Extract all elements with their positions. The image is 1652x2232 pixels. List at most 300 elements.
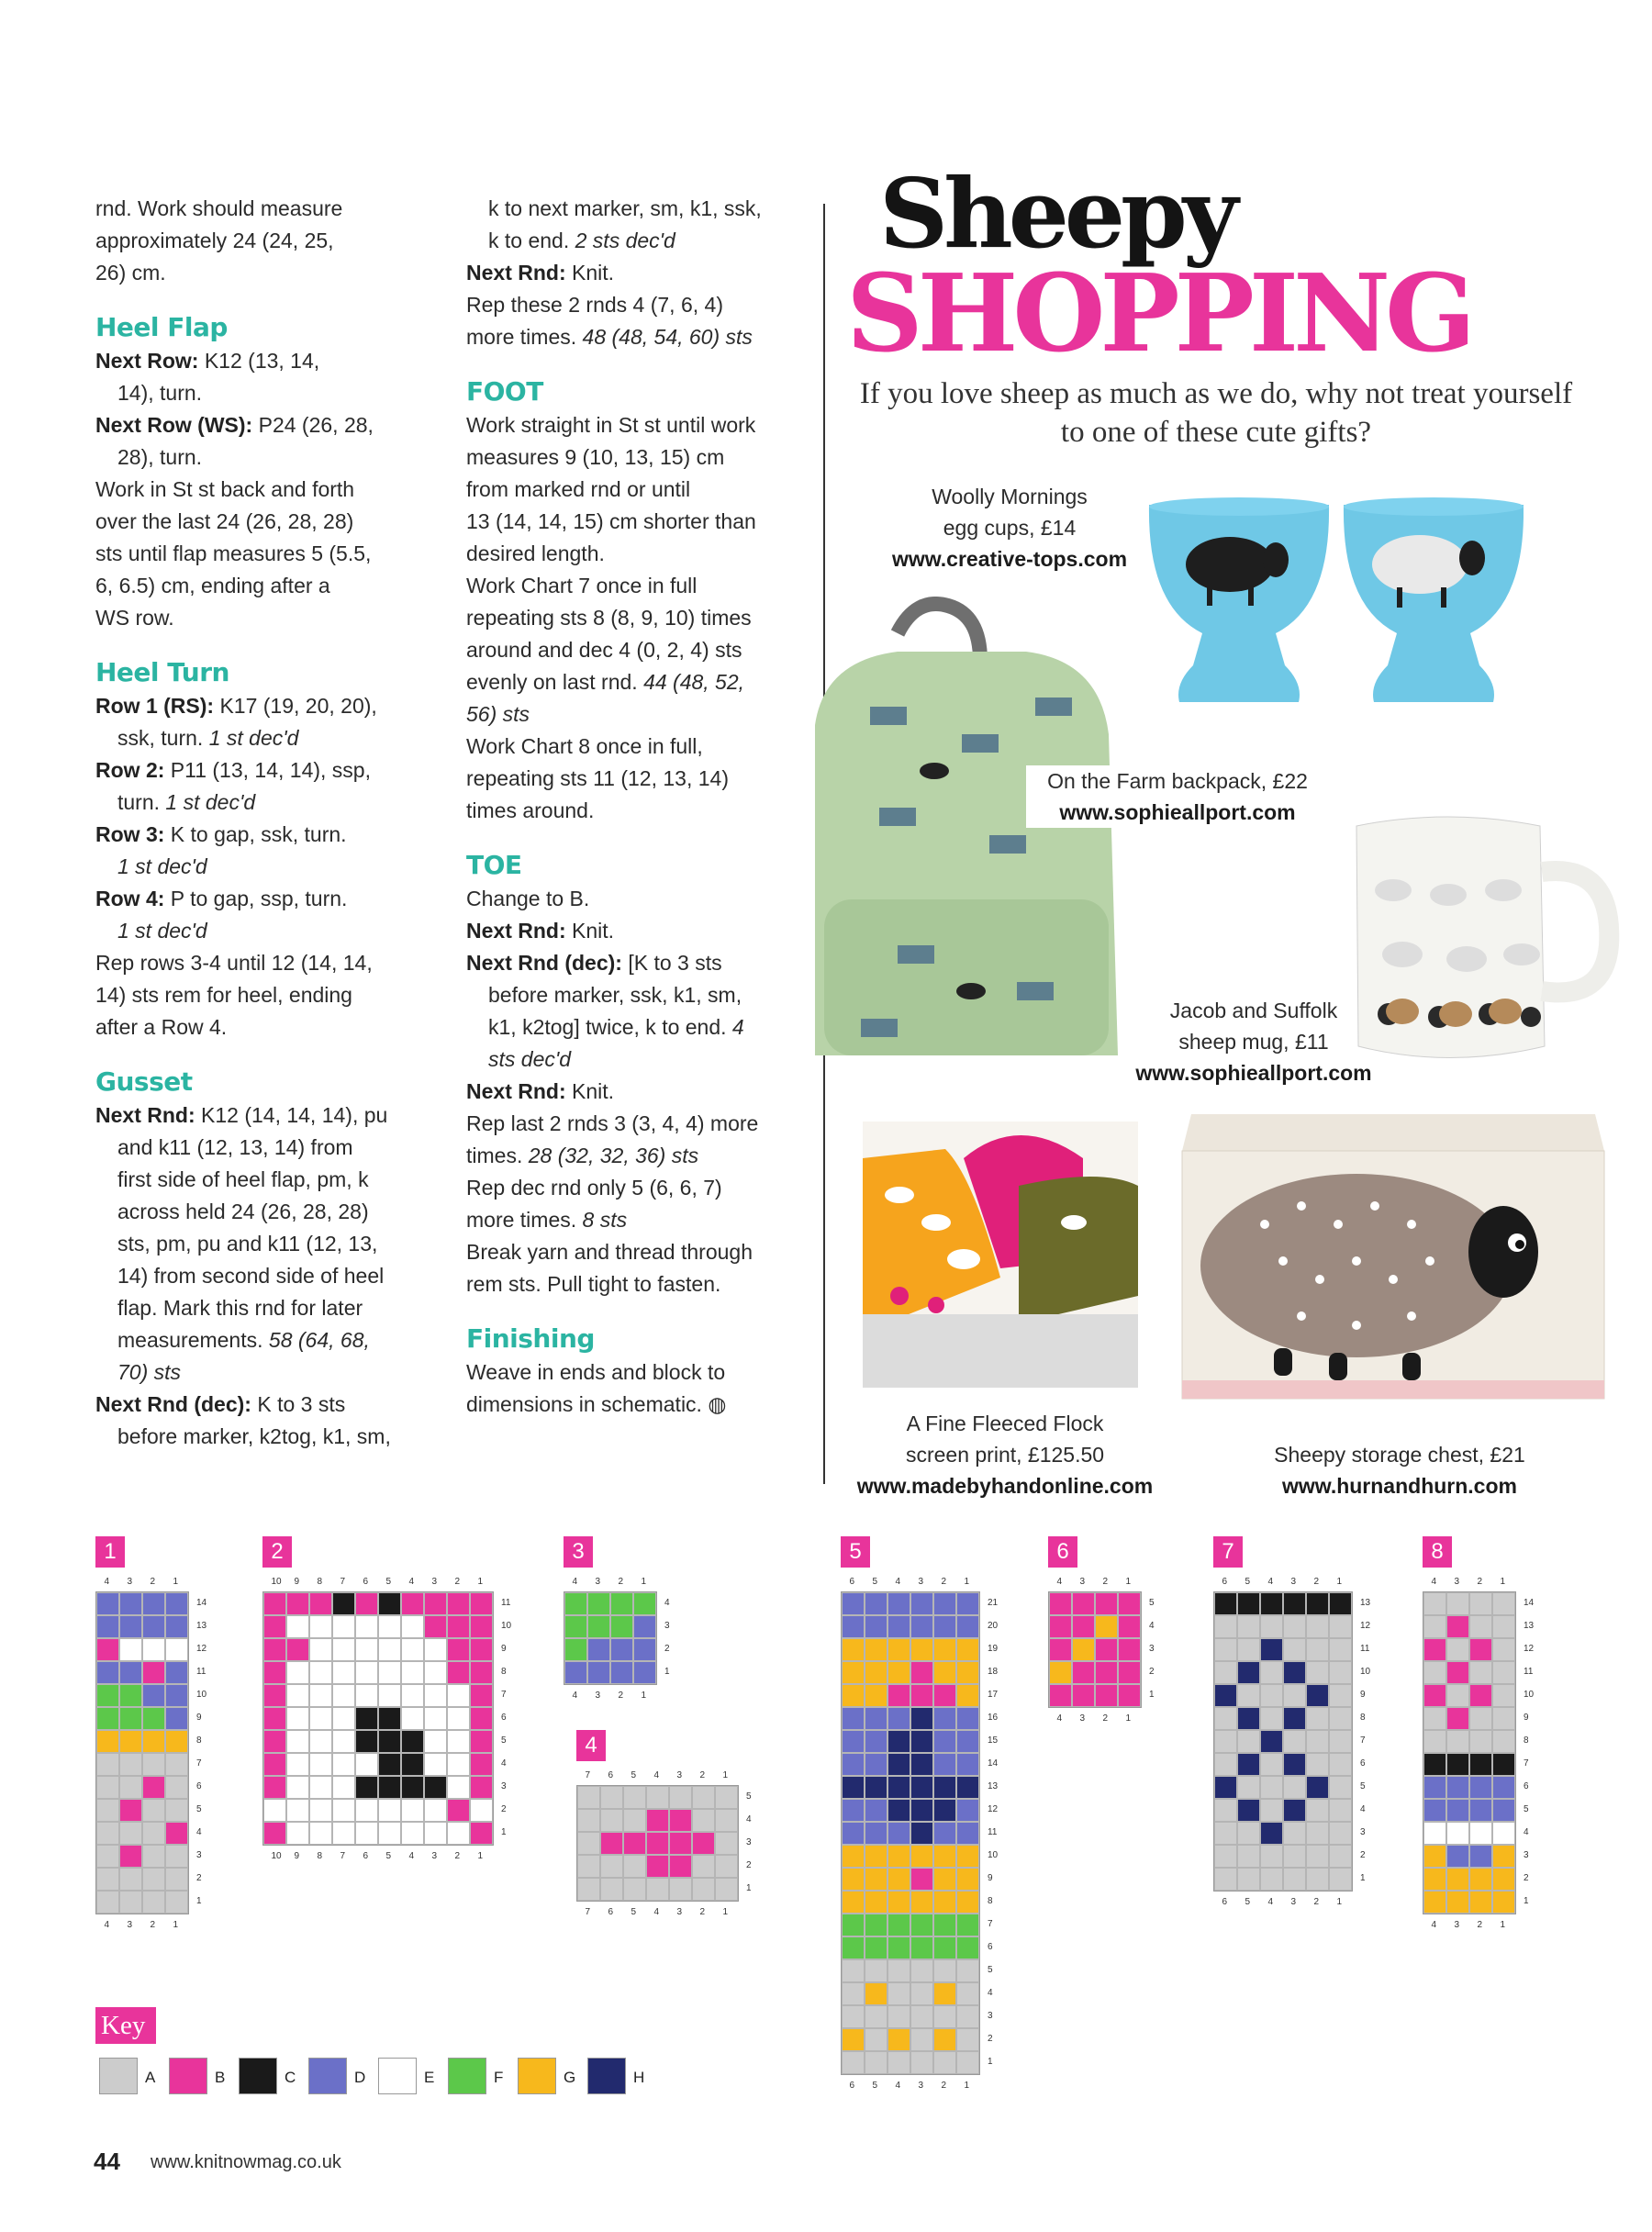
chart-cell — [842, 1730, 865, 1753]
chart-cell — [332, 1684, 355, 1707]
egg-cups-caption — [854, 481, 1166, 575]
chart-stitch-number: 3 — [595, 1691, 601, 1701]
product-link[interactable]: www.sophieallport.com — [1059, 800, 1296, 824]
instruction-label: Row 4: — [95, 887, 165, 910]
chart-cell — [1469, 1707, 1492, 1730]
chart-cell — [119, 1684, 142, 1707]
chart-cell — [96, 1868, 119, 1891]
chart-cell — [910, 1684, 933, 1707]
chart-stitch-number: 1 — [1125, 1713, 1132, 1724]
chart-row-number: 3 — [196, 1849, 202, 1860]
chart-cell — [263, 1638, 286, 1661]
chart-cell — [470, 1822, 493, 1845]
chart-cell — [142, 1592, 165, 1615]
chart-cell — [633, 1638, 656, 1661]
chart-stitch-number: 2 — [618, 1691, 624, 1701]
chart-stitch-number: 4 — [1267, 1577, 1274, 1587]
instruction-label: Next Rnd: — [466, 261, 566, 285]
chart-row-number: 8 — [196, 1735, 202, 1746]
chart-cell — [378, 1615, 401, 1638]
chart-cell — [842, 2028, 865, 2051]
chart-row-number: 10 — [1360, 1666, 1371, 1677]
chart-cell — [715, 1809, 738, 1832]
chart-cell — [692, 1855, 715, 1878]
chart-cell — [424, 1799, 447, 1822]
pattern-line: Next Rnd: Knit. — [466, 261, 615, 285]
chart-cell — [424, 1684, 447, 1707]
pattern-line: Work straight in St st until work — [466, 413, 756, 437]
chart-cell — [1423, 1592, 1446, 1615]
chart-stitch-number: 4 — [572, 1577, 578, 1587]
chart-cell — [142, 1753, 165, 1776]
chart-cell — [470, 1730, 493, 1753]
chart-stitch-number: 1 — [641, 1577, 647, 1587]
chart-cell — [1469, 1638, 1492, 1661]
instruction-label: Row 3: — [95, 822, 165, 846]
product-link[interactable]: www.sophieallport.com — [1135, 1061, 1372, 1085]
chart-stitch-number: 2 — [1477, 1577, 1483, 1587]
chart-cell — [1237, 1592, 1260, 1615]
pattern-line: rnd. Work should measure — [95, 196, 343, 220]
chart-stitch-number: 6 — [1222, 1577, 1228, 1587]
chart-grid — [576, 1785, 739, 1902]
chart-cell — [865, 1661, 887, 1684]
chart-stitch-number: 3 — [676, 1907, 683, 1917]
chart-cell — [646, 1878, 669, 1901]
chart-cell — [470, 1776, 493, 1799]
chart-cell — [1469, 1868, 1492, 1891]
chart-cell — [1446, 1638, 1469, 1661]
chart-cell — [355, 1730, 378, 1753]
chart-cell — [646, 1786, 669, 1809]
chart-cell — [401, 1753, 424, 1776]
stitch-count: 28 (32, 32, 36) sts — [528, 1144, 699, 1167]
chart-cell — [842, 2051, 865, 2074]
chart-cell — [610, 1592, 633, 1615]
chart-cell — [887, 1868, 910, 1891]
chart-cell — [1329, 1707, 1352, 1730]
pattern-line: Work Chart 8 once in full, — [466, 734, 703, 758]
pattern-line: Rep rows 3-4 until 12 (14, 14, — [95, 951, 373, 975]
chart-row-number: 3 — [746, 1836, 752, 1847]
chart-cell — [1237, 1776, 1260, 1799]
chart-cell — [865, 1638, 887, 1661]
chart-cell — [119, 1707, 142, 1730]
chart-cell — [1446, 1753, 1469, 1776]
chart-cell — [119, 1638, 142, 1661]
chart-cell — [933, 1730, 956, 1753]
chart-cell — [1469, 1684, 1492, 1707]
chart-grid — [564, 1591, 657, 1685]
chart-stitch-number: 2 — [454, 1577, 461, 1587]
chart-cell — [887, 1776, 910, 1799]
chart-cell — [96, 1799, 119, 1822]
chart-cell — [887, 2028, 910, 2051]
chart-cell — [470, 1638, 493, 1661]
pattern-line — [466, 1043, 815, 1076]
chart-row-number: 21 — [988, 1597, 999, 1608]
chart-cell — [887, 1914, 910, 1936]
chart-row-number: 7 — [1524, 1758, 1529, 1769]
pattern-line: 26) cm. — [95, 261, 166, 285]
feature-intro: If you love sheep as much as we do, why not treat yourself to one of these cute gifts? — [859, 377, 1573, 449]
chart-cell — [842, 1936, 865, 1959]
chart-cell — [956, 1959, 979, 1982]
chart-cell — [692, 1809, 715, 1832]
chart-cell — [956, 2028, 979, 2051]
chart-stitch-number: 6 — [608, 1907, 614, 1917]
chart-cell — [424, 1592, 447, 1615]
product-link[interactable]: www.hurnandhurn.com — [1282, 1474, 1517, 1498]
chart-cell — [1237, 1730, 1260, 1753]
chart-cell — [1492, 1891, 1515, 1914]
chart-cell — [119, 1661, 142, 1684]
chart-cell — [119, 1845, 142, 1868]
chart-cell — [842, 1707, 865, 1730]
chart-cell — [910, 1982, 933, 2005]
chart-cell — [1446, 1661, 1469, 1684]
key-swatch — [169, 2058, 207, 2094]
chart-stitch-number: 4 — [104, 1577, 110, 1587]
chart-cell — [865, 1799, 887, 1822]
pattern-line: first side of heel flap, pm, k — [117, 1167, 369, 1191]
chart-row-number: 3 — [501, 1780, 507, 1791]
chart-cell — [1237, 1868, 1260, 1891]
pattern-line: Rep dec rnd only 5 (6, 6, 7) — [466, 1176, 722, 1200]
chart-row-number: 5 — [501, 1735, 507, 1746]
pattern-line: Next Rnd: Knit. — [466, 919, 615, 943]
chart-cell — [1214, 1615, 1237, 1638]
chart-cell — [263, 1592, 286, 1615]
chart-cell — [96, 1845, 119, 1868]
chart-cell — [577, 1832, 600, 1855]
chart-cell — [1214, 1776, 1237, 1799]
pattern-line: repeating sts 11 (12, 13, 14) — [466, 766, 729, 790]
stitch-count: 2 sts dec'd — [575, 229, 675, 252]
product-name: Jacob and Suffolk — [1169, 999, 1338, 1022]
chart-row-number: 2 — [501, 1803, 507, 1814]
chart-stitch-number: 5 — [872, 2081, 878, 2091]
chart-cell — [1469, 1615, 1492, 1638]
key-swatch — [518, 2058, 556, 2094]
section-heading: Heel Flap — [95, 312, 228, 342]
chart-cell — [1492, 1799, 1515, 1822]
chart-cell — [424, 1661, 447, 1684]
chart-cell — [956, 1868, 979, 1891]
chart-row-number: 3 — [988, 2010, 993, 2021]
chart-cell — [1446, 1592, 1469, 1615]
chart-cell — [933, 2028, 956, 2051]
chart-stitch-number: 10 — [271, 1577, 282, 1587]
product-link[interactable]: www.madebyhandonline.com — [856, 1474, 1154, 1498]
pattern-line: 14) from second side of heel — [117, 1264, 385, 1288]
chart-cell — [355, 1661, 378, 1684]
chart-number-badge: 5 — [841, 1536, 870, 1568]
chart-row-number: 2 — [1149, 1666, 1155, 1677]
pattern-line: Row 1 (RS): K17 (19, 20, 20), — [95, 694, 377, 718]
pattern-line: rem sts. Pull tight to fasten. — [466, 1272, 721, 1296]
chart-cell — [623, 1809, 646, 1832]
chart-row-number: 2 — [746, 1859, 752, 1870]
chart-cell — [692, 1832, 715, 1855]
chart-cell — [933, 1592, 956, 1615]
chart-cell — [378, 1776, 401, 1799]
chart-cell — [910, 2028, 933, 2051]
chart-cell — [1049, 1684, 1072, 1707]
chart-cell — [633, 1615, 656, 1638]
chart-cell — [263, 1822, 286, 1845]
chart-cell — [332, 1615, 355, 1638]
chart-stitch-number: 3 — [1079, 1577, 1086, 1587]
chart-cell — [447, 1615, 470, 1638]
pattern-line — [466, 698, 815, 731]
chart-cell — [332, 1776, 355, 1799]
sheep-mug-caption — [1116, 995, 1391, 1088]
chart-cell — [332, 1822, 355, 1845]
chart-cell — [887, 2051, 910, 2074]
chart-stitch-number: 7 — [585, 1907, 591, 1917]
pattern-line: dimensions in schematic. ◍ — [466, 1392, 727, 1416]
chart-cell — [1072, 1615, 1095, 1638]
chart-cell — [1283, 1845, 1306, 1868]
chart-cell — [600, 1878, 623, 1901]
chart-cell — [1423, 1638, 1446, 1661]
chart-cell — [1237, 1707, 1260, 1730]
instruction-label: Next Rnd: — [466, 919, 566, 943]
chart-cell — [842, 1822, 865, 1845]
pattern-line: Work in St st back and forth — [95, 477, 355, 501]
chart-row-number: 2 — [196, 1872, 202, 1883]
chart-stitch-number: 3 — [1454, 1920, 1460, 1930]
chart-cell — [1492, 1845, 1515, 1868]
chart-cell — [142, 1684, 165, 1707]
chart-stitch-number: 2 — [618, 1577, 624, 1587]
chart-cell — [401, 1730, 424, 1753]
stitch-count: 48 (48, 54, 60) sts — [582, 325, 753, 349]
chart-cell — [715, 1832, 738, 1855]
stitch-count: 4 — [731, 1015, 744, 1039]
chart-row-number: 10 — [196, 1689, 207, 1700]
chart-cell — [1423, 1707, 1446, 1730]
chart-cell — [577, 1809, 600, 1832]
chart-stitch-number: 7 — [340, 1577, 346, 1587]
chart-cell — [447, 1684, 470, 1707]
chart-cell — [910, 1799, 933, 1822]
chart-cell — [1283, 1776, 1306, 1799]
chart-stitch-number: 2 — [941, 2081, 947, 2091]
chart-cell — [1446, 1615, 1469, 1638]
chart-cell — [910, 1707, 933, 1730]
chart-cell — [564, 1592, 587, 1615]
pattern-line: 14) sts rem for heel, ending — [95, 983, 352, 1007]
chart-cell — [309, 1822, 332, 1845]
chart-grid — [95, 1591, 189, 1914]
chart-row-number: 4 — [501, 1758, 507, 1769]
chart-cell — [956, 1730, 979, 1753]
pattern-line: times. 28 (32, 32, 36) sts — [466, 1144, 699, 1167]
chart-cell — [1214, 1753, 1237, 1776]
chart-cell — [1118, 1592, 1141, 1615]
pattern-line: Row 3: K to gap, ssk, turn. — [95, 822, 347, 846]
chart-stitch-number: 2 — [699, 1907, 706, 1917]
chart-cell — [865, 2028, 887, 2051]
chart-row-number: 9 — [501, 1643, 507, 1654]
chart-stitch-number: 5 — [385, 1577, 392, 1587]
chart-row-number: 4 — [988, 1987, 993, 1998]
pattern-line: approximately 24 (24, 25, — [95, 229, 334, 252]
stitch-count: 1 st dec'd — [117, 919, 207, 943]
chart-stitch-number: 10 — [271, 1851, 282, 1861]
chart-row-number: 1 — [664, 1666, 670, 1677]
chart-cell — [865, 2005, 887, 2028]
chart-cell — [669, 1832, 692, 1855]
chart-stitch-number: 7 — [585, 1770, 591, 1780]
chart-cell — [1423, 1845, 1446, 1868]
chart-cell — [1283, 1661, 1306, 1684]
chart-cell — [1118, 1684, 1141, 1707]
instruction-label: Row 1 (RS): — [95, 694, 215, 718]
chart-stitch-number: 2 — [1477, 1920, 1483, 1930]
chart-cell — [1469, 1845, 1492, 1868]
chart-row-number: 2 — [1524, 1872, 1529, 1883]
chart-cell — [165, 1776, 188, 1799]
chart-cell — [910, 1638, 933, 1661]
instruction-label: Next Rnd (dec): — [95, 1392, 251, 1416]
chart-cell — [401, 1592, 424, 1615]
chart-cell — [1214, 1868, 1237, 1891]
chart-row-number: 14 — [196, 1597, 207, 1608]
chart-cell — [119, 1891, 142, 1914]
chart-cell — [1329, 1684, 1352, 1707]
pattern-column-2 — [466, 193, 815, 1421]
chart-row-number: 4 — [1524, 1826, 1529, 1837]
chart-cell — [447, 1776, 470, 1799]
chart-cell — [1492, 1868, 1515, 1891]
chart-cell — [378, 1592, 401, 1615]
chart-cell — [1469, 1753, 1492, 1776]
chart-cell — [1492, 1615, 1515, 1638]
chart-cell — [424, 1753, 447, 1776]
chart-cell — [1260, 1661, 1283, 1684]
chart-number-badge: 3 — [564, 1536, 593, 1568]
chart-cell — [887, 1822, 910, 1845]
chart-row-number: 4 — [1360, 1803, 1366, 1814]
pattern-line: ssk, turn. 1 st dec'd — [117, 726, 299, 750]
feature-title-shopping: SHOPPING — [846, 251, 1471, 376]
chart-cell — [447, 1753, 470, 1776]
chart-cell — [600, 1855, 623, 1878]
chart-stitch-number: 4 — [1267, 1897, 1274, 1907]
chart-cell — [1237, 1799, 1260, 1822]
chart-cell — [1329, 1776, 1352, 1799]
product-link[interactable]: www.creative-tops.com — [891, 547, 1128, 571]
chart-cell — [96, 1661, 119, 1684]
chart-row-number: 15 — [988, 1735, 999, 1746]
page-number: 44 — [94, 2148, 120, 2175]
chart-cell — [1214, 1684, 1237, 1707]
chart-cell — [910, 1730, 933, 1753]
chart-cell — [1492, 1707, 1515, 1730]
chart-row-number: 1 — [988, 2056, 993, 2067]
chart-cell — [142, 1868, 165, 1891]
chart-cell — [1306, 1684, 1329, 1707]
chart-cell — [933, 1661, 956, 1684]
chart-cell — [646, 1832, 669, 1855]
key-swatch — [99, 2058, 138, 2094]
chart-cell — [1329, 1730, 1352, 1753]
chart-cell — [96, 1730, 119, 1753]
pattern-line: k to end. 2 sts dec'd — [488, 229, 675, 252]
chart-cell — [96, 1891, 119, 1914]
chart-cell — [332, 1592, 355, 1615]
chart-row-number: 5 — [746, 1791, 752, 1802]
chart-cell — [401, 1661, 424, 1684]
key-swatch — [378, 2058, 417, 2094]
pattern-line: sts until flap measures 5 (5.5, — [95, 541, 372, 565]
chart-cell — [1492, 1684, 1515, 1707]
chart-cell — [1423, 1753, 1446, 1776]
chart-cell — [842, 1868, 865, 1891]
chart-cell — [1446, 1730, 1469, 1753]
chart-cell — [286, 1592, 309, 1615]
instruction-label: Next Row: — [95, 349, 199, 373]
chart-cell — [1237, 1638, 1260, 1661]
chart-row-number: 7 — [1360, 1735, 1366, 1746]
chart-stitch-number: 1 — [964, 1577, 970, 1587]
pattern-line: turn. 1 st dec'd — [117, 790, 256, 814]
chart-cell — [96, 1822, 119, 1845]
chart-cell — [1260, 1615, 1283, 1638]
product-name: On the Farm backpack, £22 — [1047, 769, 1308, 793]
chart-cell — [470, 1707, 493, 1730]
chart-stitch-number: 3 — [127, 1920, 133, 1930]
pattern-line: 28), turn. — [117, 445, 203, 469]
chart-cell — [633, 1661, 656, 1684]
chart-cell — [956, 1615, 979, 1638]
chart-row-number: 1 — [1149, 1689, 1155, 1700]
section-heading: TOE — [466, 850, 522, 880]
chart-cell — [263, 1753, 286, 1776]
chart-cell — [910, 1753, 933, 1776]
chart-row-number: 13 — [1360, 1597, 1371, 1608]
chart-cell — [1260, 1799, 1283, 1822]
chart-cell — [887, 1959, 910, 1982]
chart-cell — [910, 1615, 933, 1638]
footer-website: www.knitnowmag.co.uk — [151, 2152, 341, 2172]
chart-cell — [933, 1638, 956, 1661]
chart-grid — [1048, 1591, 1142, 1708]
storage-chest-image — [1173, 1114, 1613, 1408]
pattern-line: Work Chart 7 once in full — [466, 574, 698, 597]
pattern-line: before marker, k2tog, k1, sm, — [117, 1424, 391, 1448]
chart-cell — [1306, 1707, 1329, 1730]
chart-row-number: 13 — [988, 1780, 999, 1791]
section-heading: Finishing — [466, 1323, 595, 1354]
chart-cell — [887, 1845, 910, 1868]
key-label: G — [564, 2069, 576, 2086]
chart-cell — [1283, 1753, 1306, 1776]
chart-stitch-number: 2 — [150, 1577, 156, 1587]
chart-cell — [887, 1684, 910, 1707]
chart-stitch-number: 5 — [872, 1577, 878, 1587]
chart-stitch-number: 4 — [104, 1920, 110, 1930]
chart-cell — [646, 1855, 669, 1878]
chart-row-number: 5 — [1149, 1597, 1155, 1608]
chart-cell — [600, 1809, 623, 1832]
chart-cell — [1260, 1707, 1283, 1730]
chart-cell — [842, 1914, 865, 1936]
chart-cell — [842, 1661, 865, 1684]
